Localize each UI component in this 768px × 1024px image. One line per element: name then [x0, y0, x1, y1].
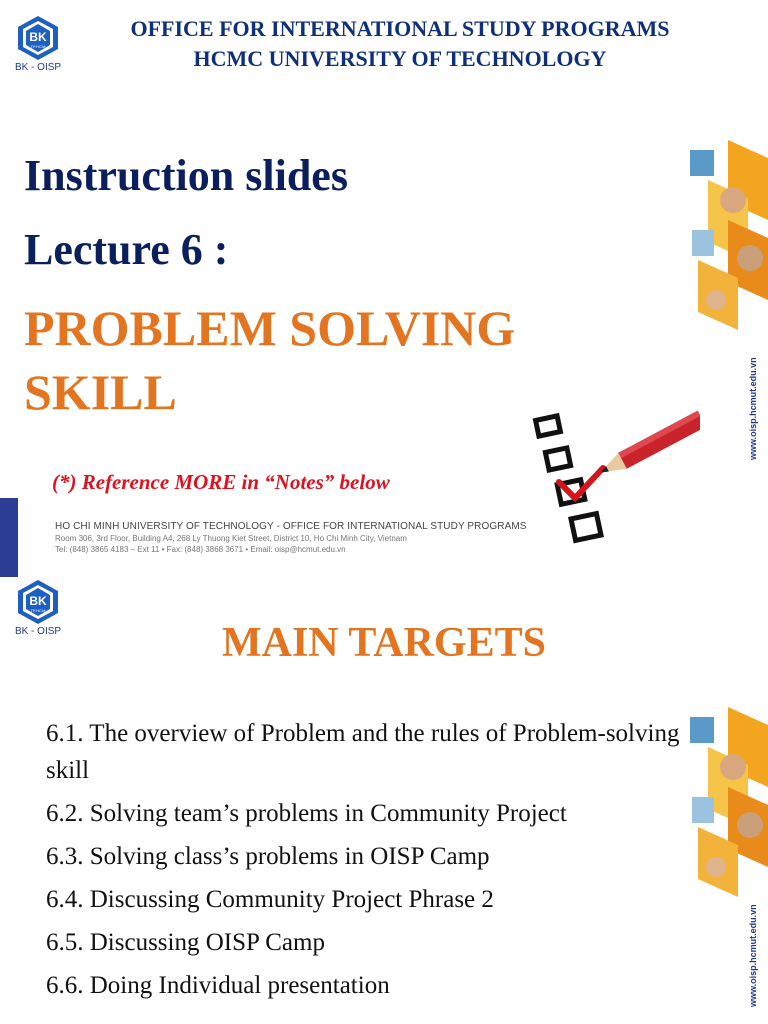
main-title-line1: PROBLEM SOLVING	[24, 300, 516, 356]
list-item: 6.4. Discussing Community Project Phrase 2	[46, 886, 494, 913]
list-item: 6.2. Solving team’s problems in Community Project	[46, 800, 567, 827]
footer-line1: HO CHI MINH UNIVERSITY OF TECHNOLOGY - OFFICE FOR INTERNATIONAL STUDY PROGRAMS	[55, 521, 527, 532]
targets-slide	[0, 577, 768, 1024]
org-header-line2: HCMC UNIVERSITY OF TECHNOLOGY	[193, 46, 607, 71]
bk-oisp-logo	[8, 15, 68, 77]
lecture-label: Lecture 6 :	[24, 225, 229, 274]
reference-note: (*) Reference MORE in “Notes” below	[52, 470, 390, 494]
targets-list	[46, 715, 706, 1010]
website-url: www.oisp.hcmut.edu.vn	[748, 357, 758, 460]
decorative-photo-strip	[688, 707, 768, 907]
logo-badge-subtext: TP.HCM	[30, 608, 46, 613]
logo-caption: BK - OISP	[14, 626, 62, 637]
main-title	[24, 296, 515, 424]
footer-contact	[55, 521, 527, 554]
website-url: www.oisp.hcmut.edu.vn	[748, 904, 758, 1007]
left-accent-bar	[0, 498, 18, 577]
slide-subtitle: Instruction slides	[24, 151, 348, 200]
footer-line2: Room 306, 3rd Floor, Building A4, 268 Ly Thuong Kiet Street, District 10, Ho Chi Minh City, Vietnam	[55, 534, 407, 543]
footer-line3: Tel: (848) 3865 4183 – Ext 11 • Fax: (848) 3868 3671 • Email: oisp@hcmut.edu.vn	[55, 545, 346, 554]
logo-caption: BK - OISP	[14, 62, 62, 73]
list-item: 6.1. The overview of Problem and the rules of Problem-solving skill	[46, 720, 680, 784]
logo-badge-text: BK	[29, 594, 47, 608]
org-header-line1: OFFICE FOR INTERNATIONAL STUDY PROGRAMS	[130, 16, 670, 41]
checklist-pencil-icon	[525, 390, 700, 560]
list-item: 6.5. Discussing OISP Camp	[46, 929, 325, 956]
list-item: 6.6. Doing Individual presentation	[46, 972, 390, 999]
logo-badge-text: BK	[29, 30, 47, 44]
logo-badge-subtext: TP.HCM	[30, 44, 46, 49]
section-title: MAIN TARGETS	[221, 620, 546, 666]
org-header	[70, 14, 730, 74]
decorative-photo-strip	[688, 140, 768, 340]
main-title-line2: SKILL	[24, 364, 177, 420]
logo-badge-icon	[8, 15, 68, 61]
list-item: 6.3. Solving class’s problems in OISP Camp	[46, 843, 490, 870]
